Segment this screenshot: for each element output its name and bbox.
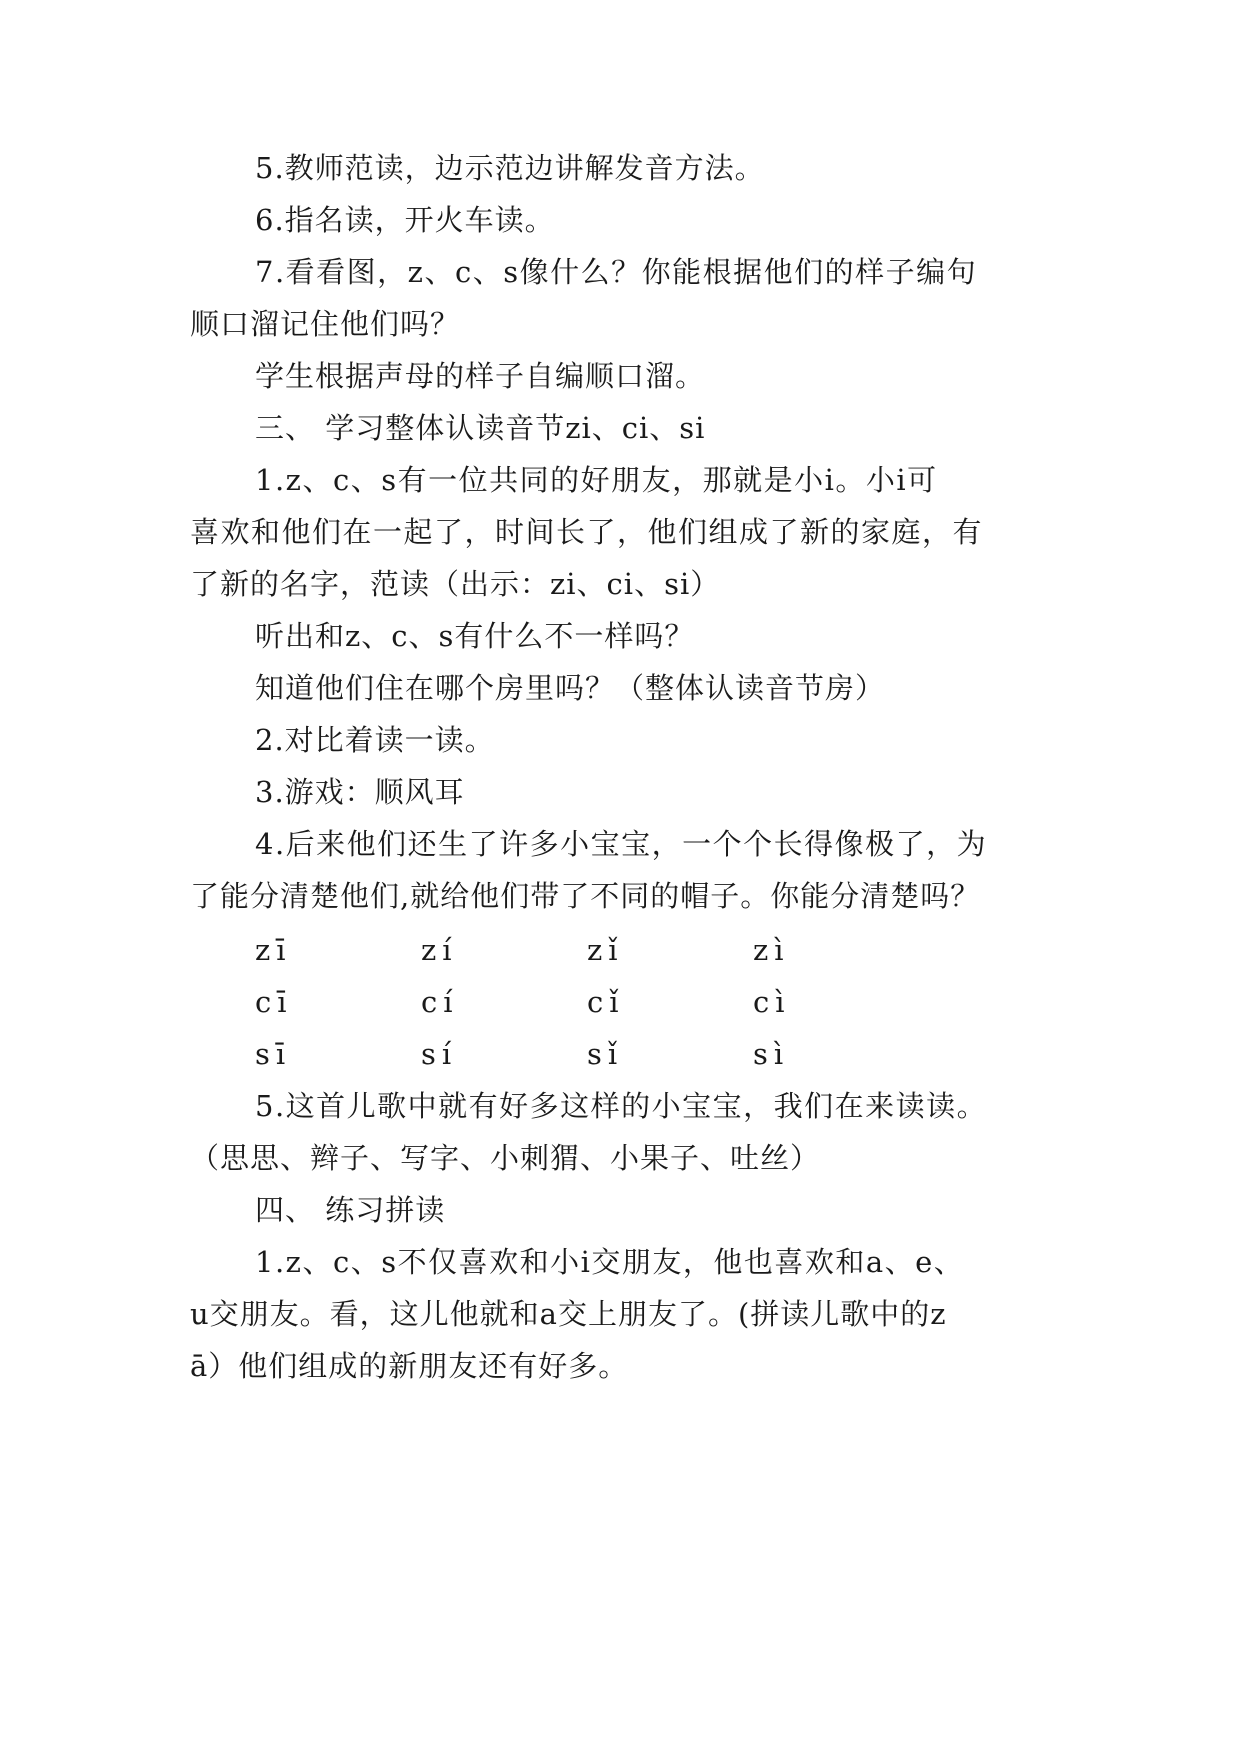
pinyin-cell: cí [421,985,459,1019]
pinyin-cell: zì [753,933,790,967]
paragraph-step-5: 5.教师范读，边示范边讲解发音方法。 [255,151,765,185]
paragraph-4-1-line-1: 1.z、c、s不仅喜欢和小i交朋友，他也喜欢和a、e、 [255,1245,965,1279]
paragraph-4-1-line-3: ā）他们组成的新朋友还有好多。 [190,1349,629,1383]
pinyin-cell: zǐ [587,933,624,967]
pinyin-cell: sī [255,1037,292,1071]
paragraph-3-2: 2.对比着读一读。 [255,723,495,757]
pinyin-row-z [255,930,955,970]
pinyin-cell: cī [255,985,293,1019]
section-heading-3: 三、 学习整体认读音节zi、ci、si [255,411,706,445]
paragraph-3-4-line-2: 了能分清楚他们,就给他们带了不同的帽子。你能分清楚吗？ [190,879,981,913]
paragraph-step-7-line-2: 顺口溜记住他们吗？ [190,307,461,341]
paragraph-4-1-line-2: u交朋友。看，这儿他就和a交上朋友了。(拼读儿歌中的z [190,1297,947,1331]
paragraph-3-1-line-1: 1.z、c、s有一位共同的好朋友，那就是小i。小i可 [255,463,938,497]
pinyin-cell: sì [753,1037,790,1071]
paragraph-3-1-line-2: 喜欢和他们在一起了，时间长了，他们组成了新的家庭，有 [190,515,984,549]
paragraph-3-4-line-1: 4.后来他们还生了许多小宝宝，一个个长得像极了，为 [255,827,988,861]
paragraph-step-6: 6.指名读，开火车读。 [255,203,555,237]
section-heading-4: 四、 练习拼读 [255,1193,446,1227]
paragraph-step-7-line-1: 7.看看图，z、c、s像什么？你能根据他们的样子编句 [255,255,978,289]
pinyin-cell: sǐ [587,1037,624,1071]
paragraph-3-5-line-2: （思思、辫子、写字、小刺猬、小果子、吐丝） [190,1141,821,1175]
paragraph-3-5-line-1: 5.这首儿歌中就有好多这样的小宝宝，我们在来读读。 [255,1089,988,1123]
pinyin-cell: sí [421,1037,458,1071]
paragraph-question-difference: 听出和z、c、s有什么不一样吗？ [255,619,695,653]
paragraph-3-3: 3.游戏：顺风耳 [255,775,465,809]
paragraph-question-house: 知道他们住在哪个房里吗？（整体认读音节房） [255,671,886,705]
pinyin-row-c [255,982,955,1022]
pinyin-cell: cǐ [587,985,625,1019]
pinyin-cell: cì [753,985,791,1019]
pinyin-cell: zī [255,933,292,967]
pinyin-row-s [255,1034,955,1074]
paragraph-student-rhyme: 学生根据声母的样子自编顺口溜。 [255,359,706,393]
pinyin-cell: zí [421,933,458,967]
paragraph-3-1-line-3: 了新的名字，范读（出示：zi、ci、si） [190,567,721,601]
